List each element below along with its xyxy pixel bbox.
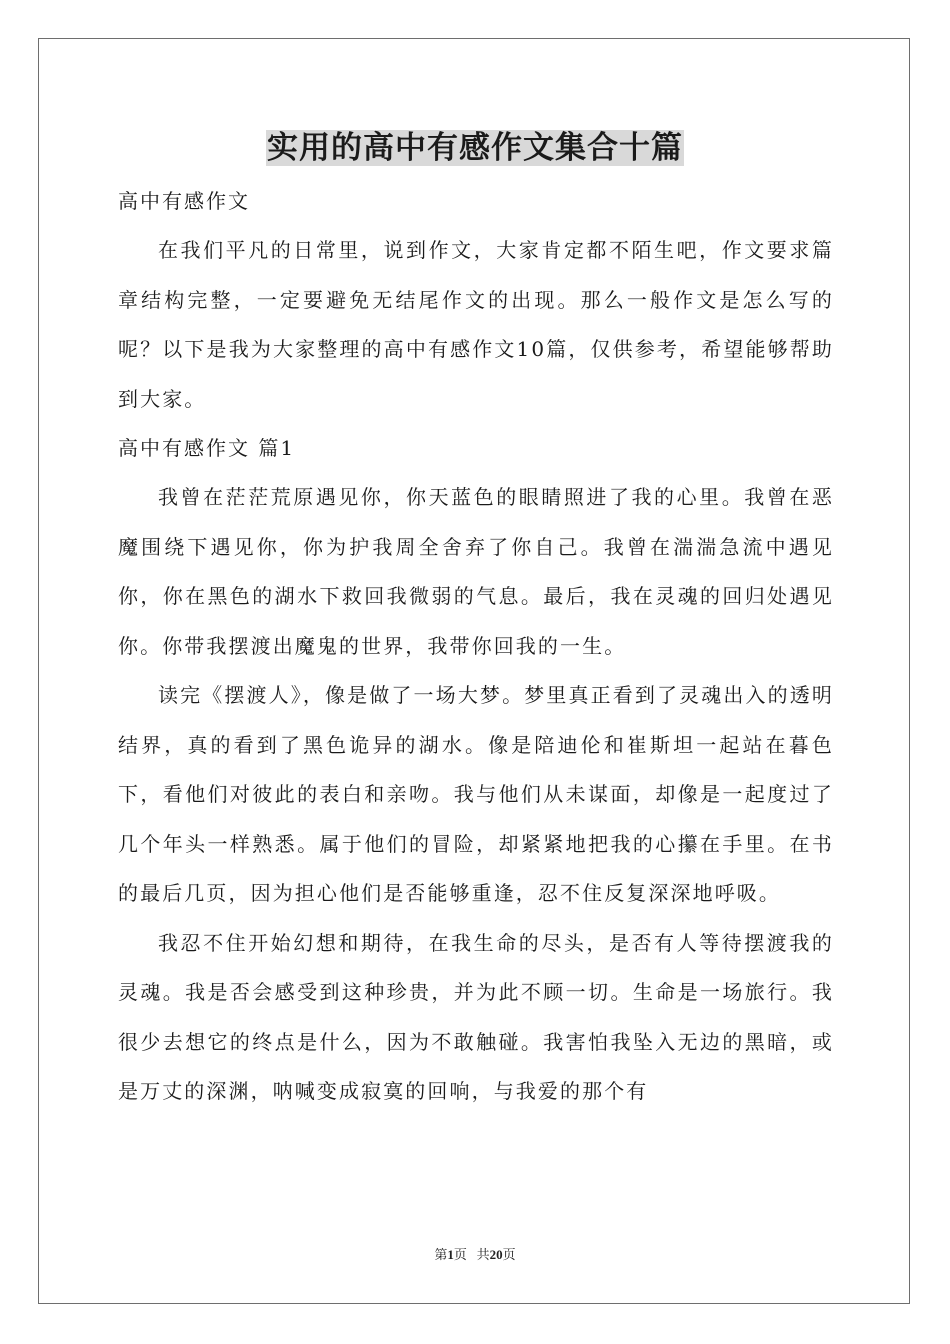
footer-page-suffix: 页 — [453, 1247, 467, 1262]
essay-paragraph: 我忍不住开始幻想和期待，在我生命的尽头，是否有人等待摆渡我的灵魂。我是否会感受到这种珍贵，并为此不顾一切。生命是一场旅行。我很少去想它的终点是什么，因为不敢触碰。我害怕我坠入无边的黑暗，或是万丈的深渊，呐喊变成寂寞的回响，与我爱的那个有 — [118, 930, 834, 1103]
footer-page-prefix: 第 — [434, 1247, 448, 1262]
footer-total-suffix: 页 — [502, 1247, 516, 1262]
footer-total-pages: 20 — [489, 1247, 503, 1262]
document-body — [118, 177, 834, 1117]
essay-paragraph: 读完《摆渡人》，像是做了一场大梦。梦里真正看到了灵魂出入的透明结界，真的看到了黑色诡异的湖水。像是陪迪伦和崔斯坦一起站在暮色下，看他们对彼此的表白和亲吻。我与他们从未谋面，却像是一起度过了几个年头一样熟悉。属于他们的冒险，却紧紧地把我的心攥在手里。在书的最后几页，因为担心他们是否能够重逢，忍不住反复深深地呼吸。 — [118, 683, 834, 905]
document-title-text: 实用的高中有感作文集合十篇 — [267, 130, 683, 166]
page-footer — [0, 1246, 950, 1264]
intro-paragraph: 在我们平凡的日常里，说到作文，大家肯定都不陌生吧，作文要求篇章结构完整，一定要避免无结尾作文的出现。那么一般作文是怎么写的呢？以下是我为大家整理的高中有感作文10篇，仅供参考，希望能够帮助到大家。 — [118, 238, 834, 411]
footer-total-prefix: 共 — [476, 1247, 490, 1262]
document-title — [0, 126, 950, 170]
section-heading-1: 高中有感作文 篇1 — [118, 436, 296, 460]
footer-page-number: 1 — [447, 1247, 454, 1262]
essay-paragraph: 我曾在茫茫荒原遇见你，你天蓝色的眼睛照进了我的心里。我曾在恶魔围绕下遇见你，你为护我周全舍弃了你自己。我曾在湍湍急流中遇见你，你在黑色的湖水下救回我微弱的气息。最后，我在灵魂的回归处遇见你。你带我摆渡出魔鬼的世界，我带你回我的一生。 — [118, 485, 834, 658]
intro-heading: 高中有感作文 — [118, 189, 250, 213]
